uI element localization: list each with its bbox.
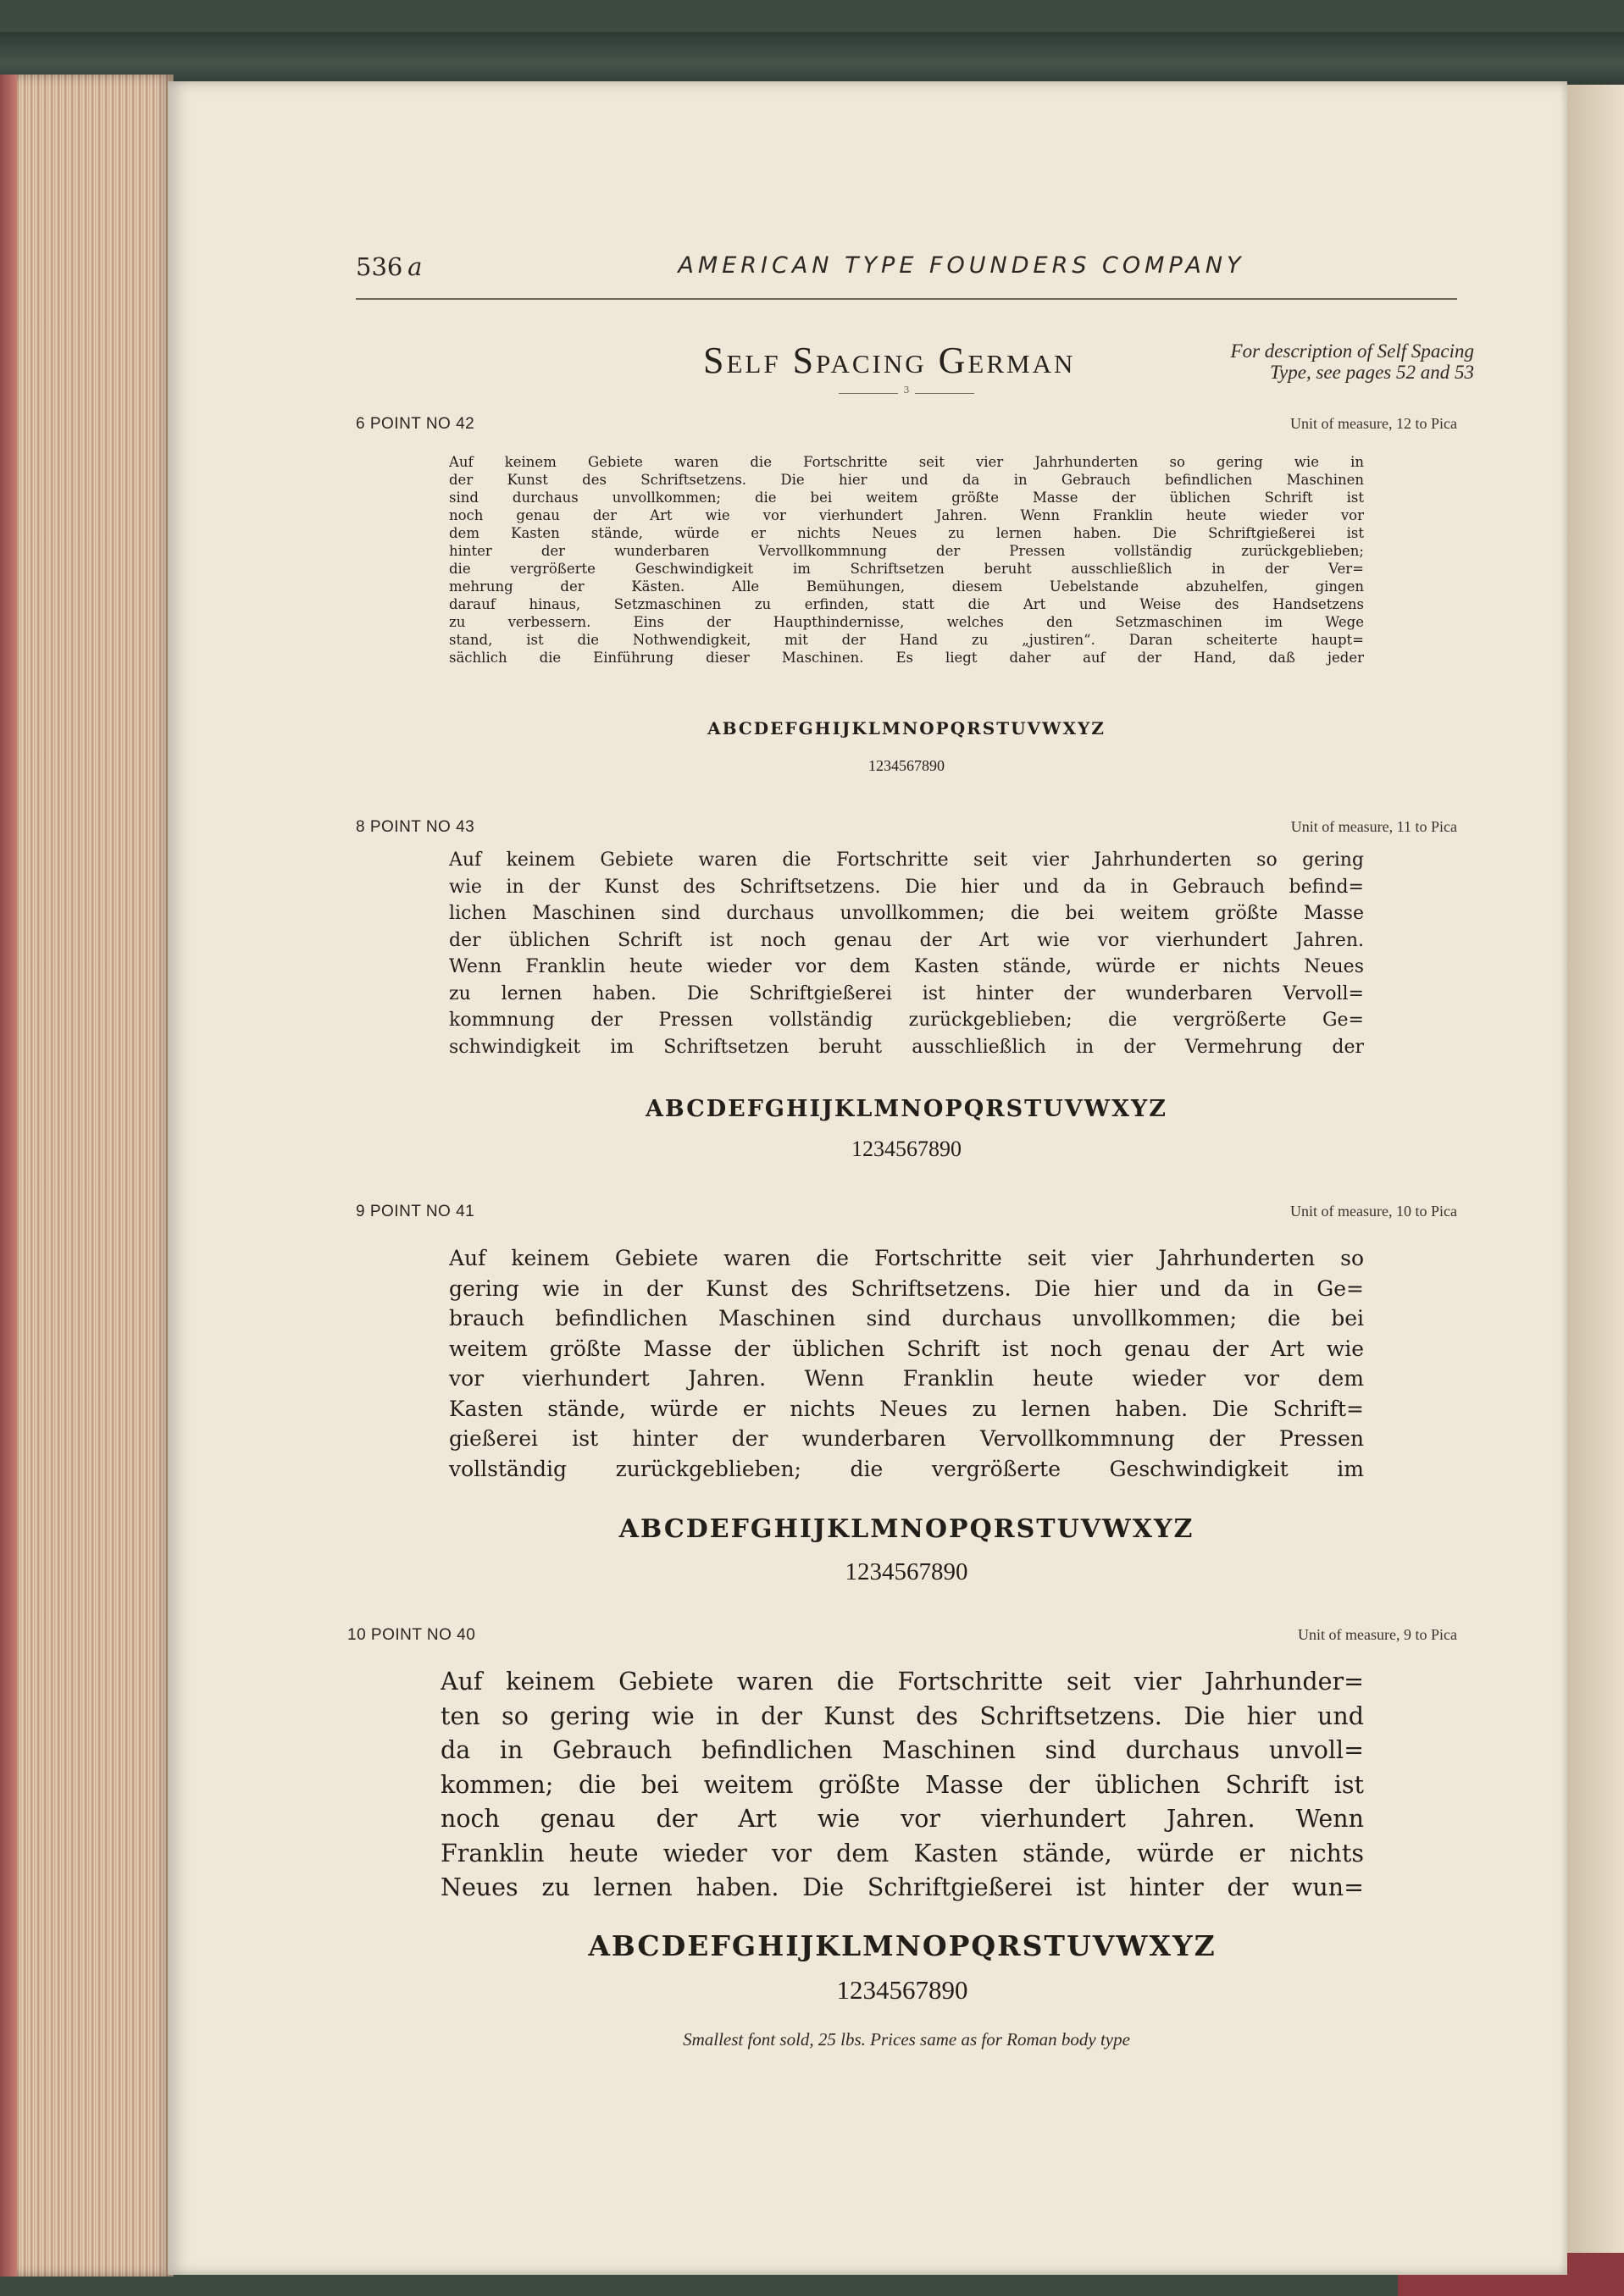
text-line: ten so gering wie in der Kunst des Schriftsetzens. Die hier und <box>441 1701 1364 1730</box>
specimen-measure-8pt: Unit of measure, 11 to Pica <box>1290 818 1457 835</box>
numerals-10pt: 1234567890 <box>836 1975 968 2005</box>
text-line: kommen; die bei weitem größte Masse der üblichen Schrift ist <box>441 1770 1364 1799</box>
section-title: Self Spacing German <box>703 340 1076 381</box>
specimen-text-10pt <box>441 1665 1364 1906</box>
text-line: wie in der Kunst des Schriftsetzens. Die hier und da in Gebrauch befind= <box>449 876 1364 898</box>
specimen-label-9pt: 9 POINT NO 41 <box>356 1203 475 1220</box>
specimen-text-9pt <box>449 1243 1364 1484</box>
text-line: lichen Maschinen sind durchaus unvollkommen; die bei weitem größte Masse <box>449 903 1364 924</box>
text-line: gering wie in der Kunst des Schriftsetzens. Die hier und da in Ge= <box>449 1275 1364 1301</box>
text-line: Auf keinem Gebiete waren die Fortschritte seit vier Jahrhunderten so gering <box>449 849 1364 871</box>
alphabet-8pt: ABCDEFGHIJKLMNOPQRSTUVWXYZ <box>645 1096 1168 1122</box>
alphabet-6pt: ABCDEFGHIJKLMNOPQRSTUVWXYZ <box>707 718 1106 739</box>
text-line: zu verbessern. Eins der Haupthindernisse, welches den Setzmaschinen im Wege <box>449 614 1364 630</box>
text-line: die vergrößerte Geschwindigkeit im Schriftsetzen beruht ausschließlich in der Ver= <box>449 561 1364 577</box>
text-line: Wenn Franklin heute wieder vor dem Kasten stände, würde er nichts Neues <box>449 956 1364 977</box>
numerals-9pt: 1234567890 <box>845 1558 968 1585</box>
text-line: Auf keinem Gebiete waren die Fortschritte seit vier Jahrhunderten so <box>449 1246 1364 1270</box>
numerals-8pt: 1234567890 <box>851 1137 962 1161</box>
text-line: da in Gebrauch befindlichen Maschinen sind durchaus unvoll= <box>441 1736 1364 1764</box>
specimen-measure-10pt: Unit of measure, 9 to Pica <box>1298 1626 1457 1643</box>
text-line: vollständig zurückgeblieben; die vergrößerte Geschwindigkeit im <box>449 1456 1364 1481</box>
section-note-line-2: Type, see pages 52 and 53 <box>1269 362 1474 383</box>
alphabet-9pt: ABCDEFGHIJKLMNOPQRSTUVWXYZ <box>618 1514 1194 1544</box>
text-line: mehrung der Kästen. Alle Bemühungen, diesem Uebelstande abzuhelfen, gingen <box>449 578 1364 595</box>
text-line: der Kunst des Schriftsetzens. Die hier und da in Gebrauch befindlichen Maschinen <box>449 472 1364 488</box>
alphabet-10pt: ABCDEFGHIJKLMNOPQRSTUVWXYZ <box>588 1929 1217 1962</box>
specimen-label-10pt: 10 POINT NO 40 <box>347 1626 476 1644</box>
text-line: zu lernen haben. Die Schriftgießerei ist hinter der wunderbaren Vervoll= <box>449 982 1364 1004</box>
specimen-text-6pt <box>449 453 1364 667</box>
text-line: weitem größte Masse der üblichen Schrift ist noch genau der Art wie <box>449 1336 1364 1361</box>
specimen-label-8pt: 8 POINT NO 43 <box>356 818 475 836</box>
specimen-text-8pt <box>449 847 1364 1060</box>
text-line: sind durchaus unvollkommen; die bei weitem größte Masse der üblichen Schrift ist <box>449 490 1364 506</box>
numerals-6pt: 1234567890 <box>868 757 945 774</box>
text-line: schwindigkeit im Schriftsetzen beruht ausschließlich in der Vermehrung der <box>449 1036 1364 1058</box>
footer-note: Smallest font sold, 25 lbs. Prices same as for Roman body type <box>683 2029 1130 2050</box>
specimen-label-6pt: 6 POINT NO 42 <box>356 415 475 433</box>
text-line: dem Kasten stände, würde er nichts Neues zu lernen haben. Die Schriftgießerei ist <box>449 525 1364 541</box>
text-line: hinter der wunderbaren Vervollkommnung der Pressen vollständig zurückgeblieben; <box>449 543 1364 559</box>
text-line: darauf hinaus, Setzmaschinen zu erfinden, statt die Art und Weise des Handsetzens <box>449 596 1364 612</box>
text-line: Franklin heute wieder vor dem Kasten stände, würde er nichts <box>441 1839 1364 1867</box>
text-line: Neues zu lernen haben. Die Schriftgießerei ist hinter der wun= <box>441 1873 1364 1901</box>
running-head <box>356 247 1457 300</box>
text-line: Kasten stände, würde er nichts Neues zu lernen haben. Die Schrift= <box>449 1396 1364 1421</box>
ornament-number: 3 <box>898 385 915 396</box>
section-note <box>1101 340 1474 383</box>
page-number: 536 a <box>356 252 423 281</box>
text-line: gießerei ist hinter der wunderbaren Vervollkommnung der Pressen <box>449 1426 1364 1451</box>
facing-page-edge <box>1567 85 1624 2287</box>
section-note-line-1: For description of Self Spacing <box>1230 340 1474 362</box>
text-line: vor vierhundert Jahren. Wenn Franklin heute wieder vor dem <box>449 1366 1364 1391</box>
text-line: Auf keinem Gebiete waren die Fortschritte seit vier Jahrhunderten so gering wie in <box>449 454 1364 470</box>
text-line: noch genau der Art wie vor vierhundert Jahren. Wenn Franklin heute wieder vor <box>449 507 1364 523</box>
company-name: AMERICAN TYPE FOUNDERS COMPANY <box>678 252 1245 279</box>
specimen-measure-9pt: Unit of measure, 10 to Pica <box>1290 1203 1457 1220</box>
text-line: stand, ist die Nothwendigkeit, mit der Hand zu „justiren“. Daran scheiterte haupt= <box>449 632 1364 648</box>
text-line: kommnung der Pressen vollständig zurückgeblieben; die vergrößerte Ge= <box>449 1010 1364 1031</box>
text-line: noch genau der Art wie vor vierhundert Jahren. Wenn <box>441 1805 1364 1833</box>
text-line: der üblichen Schrift ist noch genau der Art wie vor vierhundert Jahren. <box>449 929 1364 951</box>
text-line: sächlich die Einführung dieser Maschinen. Es liegt daher auf der Hand, daß jeder <box>449 650 1364 666</box>
book-cover-top <box>0 32 1624 85</box>
text-line: Auf keinem Gebiete waren die Fortschritte seit vier Jahrhunder= <box>441 1668 1364 1696</box>
page-edges <box>0 75 174 2277</box>
text-line: brauch befindlichen Maschinen sind durchaus unvollkommen; die bei <box>449 1306 1364 1331</box>
specimen-measure-6pt: Unit of measure, 12 to Pica <box>1290 415 1457 432</box>
